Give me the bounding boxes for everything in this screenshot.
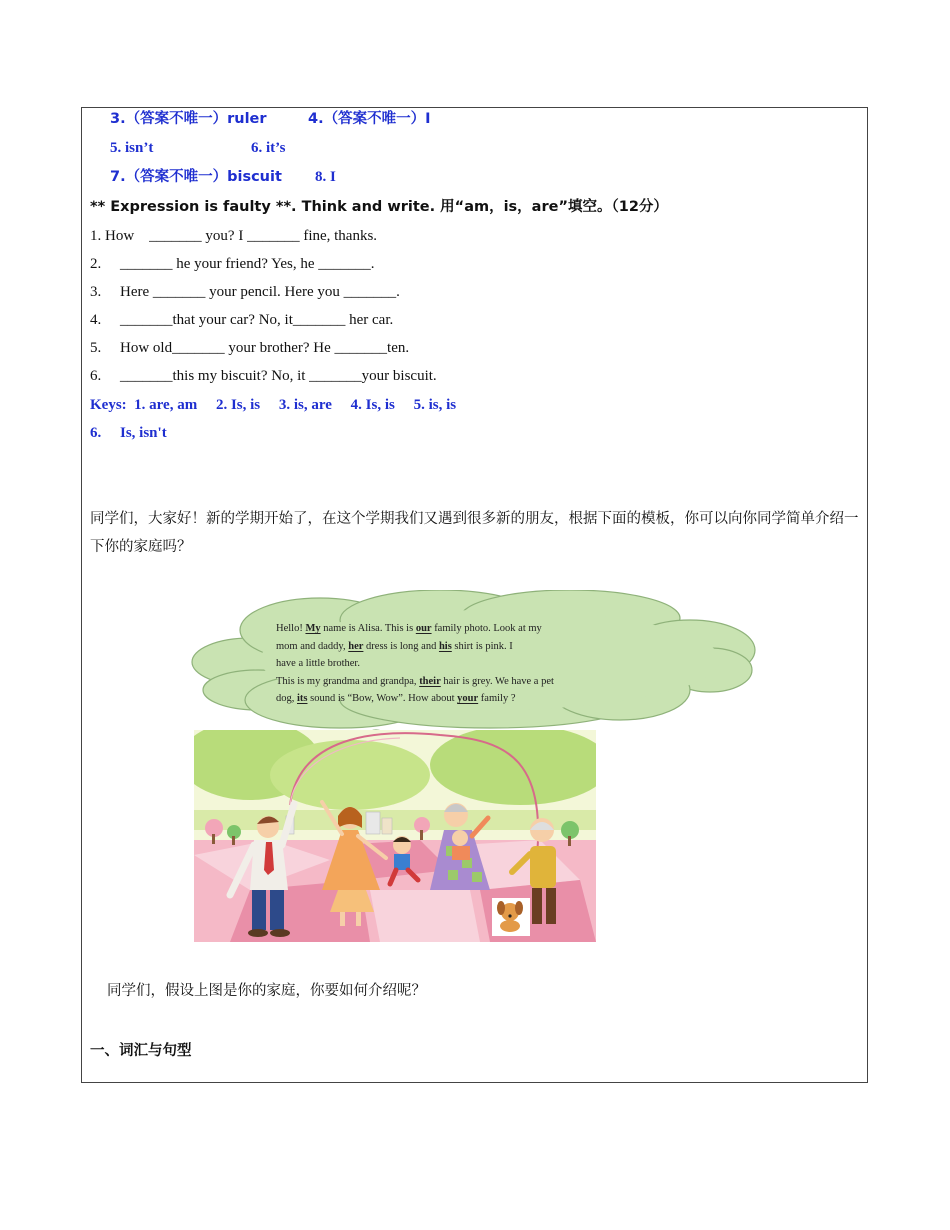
bubble-line-3: have a little brother. bbox=[276, 658, 360, 669]
exercise-5: 5. How old_______ your brother? He _______ten. bbox=[90, 340, 410, 356]
section-heading: ** Expression is faulty **. Think and write. 用“am，is，are”填空。（12分） bbox=[90, 199, 668, 215]
dog-figure bbox=[492, 898, 530, 936]
answer-5: 5. isn’t bbox=[110, 140, 154, 156]
exercise-4: 4. _______that your car? No, it_______ her car. bbox=[90, 312, 394, 328]
keys-row-2: 6. Is, isn't bbox=[90, 425, 167, 441]
exercise-6: 6. _______this my biscuit? No, it _______your biscuit. bbox=[90, 368, 437, 384]
answer-7: 7.（答案不唯一）biscuit bbox=[110, 169, 282, 185]
answer-3: 3.（答案不唯一）ruler bbox=[110, 111, 267, 127]
section-title: 一、词汇与句型 bbox=[90, 1043, 192, 1059]
bubble-line-5: dog, its sound is “Bow, Wow”. How about your family ? bbox=[276, 693, 516, 704]
intro-paragraph: 同学们，大家好！新的学期开始了，在这个学期我们又遇到很多新的朋友，根据下面的模板，你可以向你同学简单介绍一下你的家庭吗？ bbox=[90, 511, 859, 555]
keys-row-1: Keys: 1. are, am 2. Is, is 3. is, are 4. Is, is 5. is, is bbox=[90, 397, 457, 413]
speech-bubble-text bbox=[276, 620, 632, 708]
bubble-line-2: mom and daddy, her dress is long and his shirt is pink. I bbox=[276, 640, 513, 652]
answer-8: 8. I bbox=[315, 169, 336, 185]
exercise-1: 1. How _______ you? I _______ fine, thanks. bbox=[90, 228, 378, 244]
question-text: 同学们，假设上图是你的家庭，你要如何介绍呢？ bbox=[107, 983, 426, 999]
exercise-2: 2. _______ he your friend? Yes, he _______. bbox=[90, 256, 375, 272]
bubble-line-1: Hello! My name is Alisa. This is our family photo. Look at my bbox=[276, 623, 542, 634]
answer-4: 4.（答案不唯一）I bbox=[308, 111, 431, 127]
bubble-line-4: This is my grandma and grandpa, their hair is grey. We have a pet bbox=[276, 675, 554, 687]
answer-6: 6. it’s bbox=[251, 140, 286, 156]
exercise-3: 3. Here _______ your pencil. Here you _______. bbox=[90, 284, 400, 300]
